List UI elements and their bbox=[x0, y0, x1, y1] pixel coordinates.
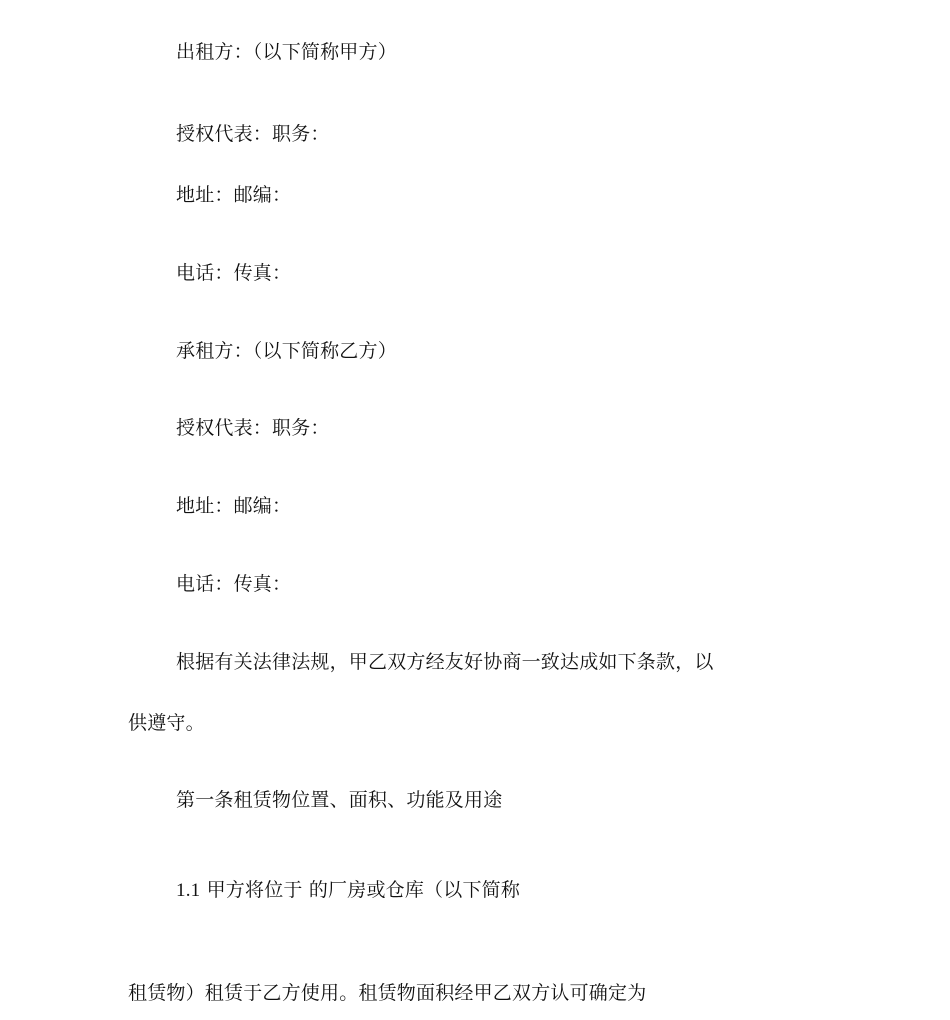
lessor-representative-line: 授权代表：职务： bbox=[176, 123, 330, 145]
clause-1-1 bbox=[176, 878, 520, 903]
lessee-heading: 承租方：（以下简称乙方） bbox=[176, 340, 397, 362]
lessor-phone-line: 电话：传真： bbox=[176, 262, 292, 284]
clause-text: 甲方将位于 的厂房或仓库（以下简称 bbox=[200, 879, 521, 901]
preamble-line-1: 根据有关法律法规，甲乙双方经友好协商一致达成如下条款，以 bbox=[176, 651, 714, 673]
article-1-title: 第一条租赁物位置、面积、功能及用途 bbox=[176, 789, 503, 811]
lessee-phone-line: 电话：传真： bbox=[176, 573, 292, 595]
clause-number: 1.1 bbox=[176, 880, 201, 901]
lessee-address-line: 地址：邮编： bbox=[176, 495, 292, 517]
preamble-line-2: 供遵守。 bbox=[128, 712, 205, 734]
lessee-representative-line: 授权代表：职务： bbox=[176, 417, 330, 439]
clause-1-1-continuation: 租赁物）租赁于乙方使用。租赁物面积经甲乙双方认可确定为 bbox=[128, 982, 647, 1004]
lessor-heading: 出租方：（以下简称甲方） bbox=[176, 41, 397, 63]
lessor-address-line: 地址：邮编： bbox=[176, 184, 292, 206]
